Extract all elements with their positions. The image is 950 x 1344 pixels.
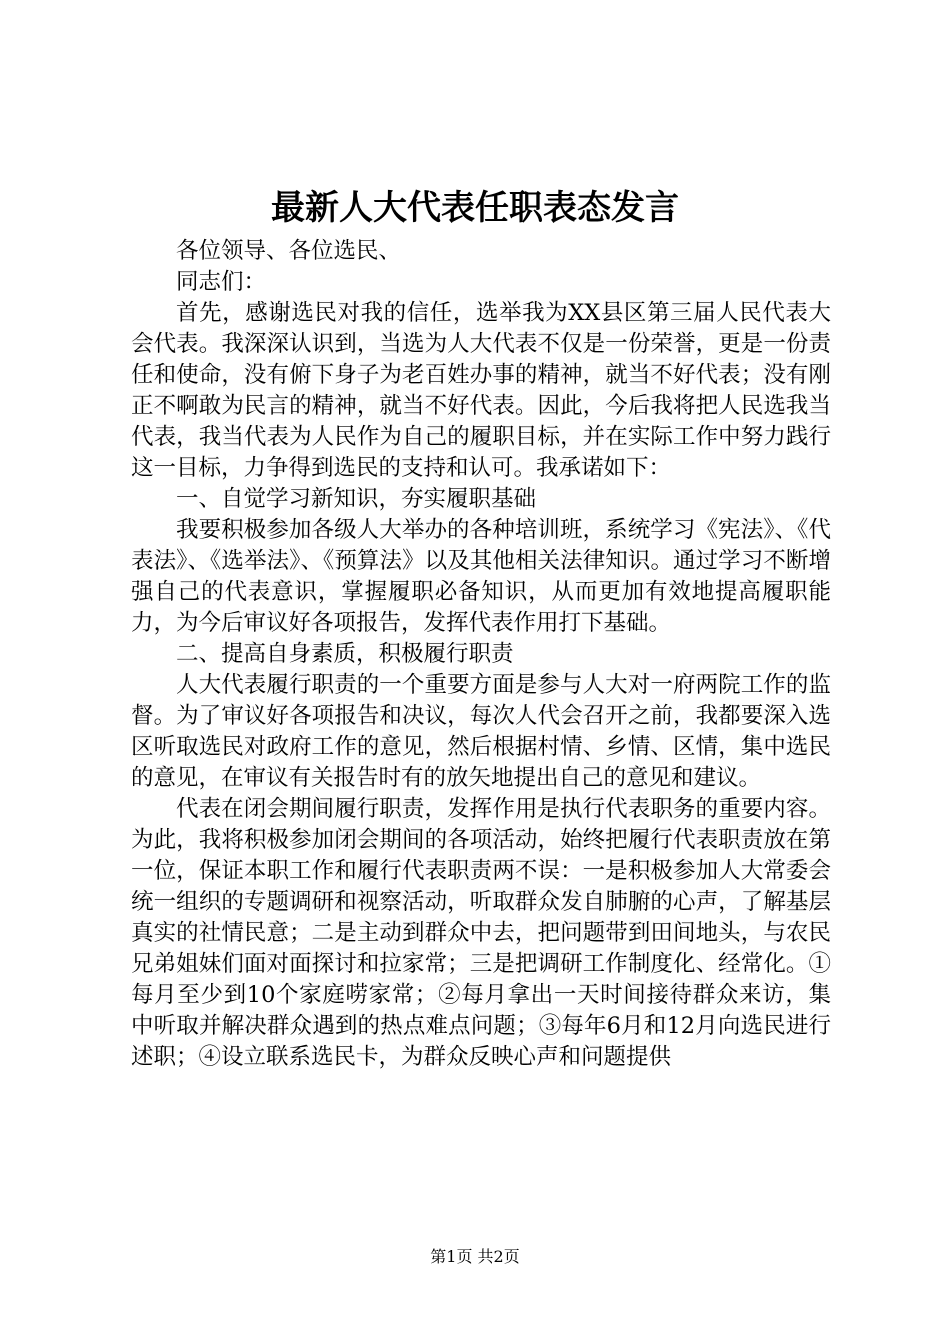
paragraph-study: 我要积极参加各级人大举办的各种培训班，系统学习《宪法》、《代表法》、《选举法》、《预算法》以及其他相关法律知识。通过学习不断增强自己的代表意识，掌握履职必备知识，从而更加有效地提高履职能力，为今后审议好各项报告，发挥代表作用打下基础。 bbox=[131, 517, 831, 636]
paragraph-supervision: 人大代表履行职责的一个重要方面是参与人大对一府两院工作的监督。为了审议好各项报告和决议，每次人代会召开之前，我都要深入选区听取选民对政府工作的意见，然后根据村情、乡情、区情，集中选民的意见，在审议有关报告时有的放矢地提出自己的意见和建议。 bbox=[131, 672, 831, 791]
salutation-line-2: 同志们： bbox=[176, 269, 267, 295]
salutation-line-1: 各位领导、各位选民、 bbox=[176, 238, 402, 264]
document-title: 最新人大代表任职表态发言 bbox=[271, 188, 679, 228]
paragraph-intro: 首先，感谢选民对我的信任，选举我为XX县区第三届人民代表大会代表。我深深认识到，当选为人大代表不仅是一份荣誉，更是一份责任和使命，没有俯下身子为老百姓办事的精神，就当不好代表；没有刚正不啊敢为民言的精神，就当不好代表。因此，今后我将把人民选我当代表，我当代表为人民作为自己的履职目标，并在实际工作中努力践行这一目标，力争得到选民的支持和认可。我承诺如下： bbox=[131, 300, 831, 481]
section-heading-2: 二、提高自身素质，积极履行职责 bbox=[176, 641, 514, 667]
section-heading-1: 一、自觉学习新知识，夯实履职基础 bbox=[176, 486, 537, 512]
paragraph-recess-duties: 代表在闭会期间履行职责，发挥作用是执行代表职务的重要内容。为此，我将积极参加闭会期间的各项活动，始终把履行代表职责放在第一位，保证本职工作和履行代表职责两不误：一是积极参加人大常委会统一组织的专题调研和视察活动，听取群众发自肺腑的心声，了解基层真实的社情民意；二是主动到群众中去，把问题带到田间地头，与农民兄弟姐妹们面对面探讨和拉家常；三是把调研工作制度化、经常化。①每月至少到10个家庭唠家常；②每月拿出一天时间接待群众来访，集中听取并解决群众遇到的热点难点问题；③每年6月和12月向选民进行述职；④设立联系选民卡，为群众反映心声和问题提供 bbox=[131, 796, 831, 1070]
page-number: 第1页 共2页 bbox=[430, 1247, 520, 1266]
document-body bbox=[131, 236, 831, 1073]
